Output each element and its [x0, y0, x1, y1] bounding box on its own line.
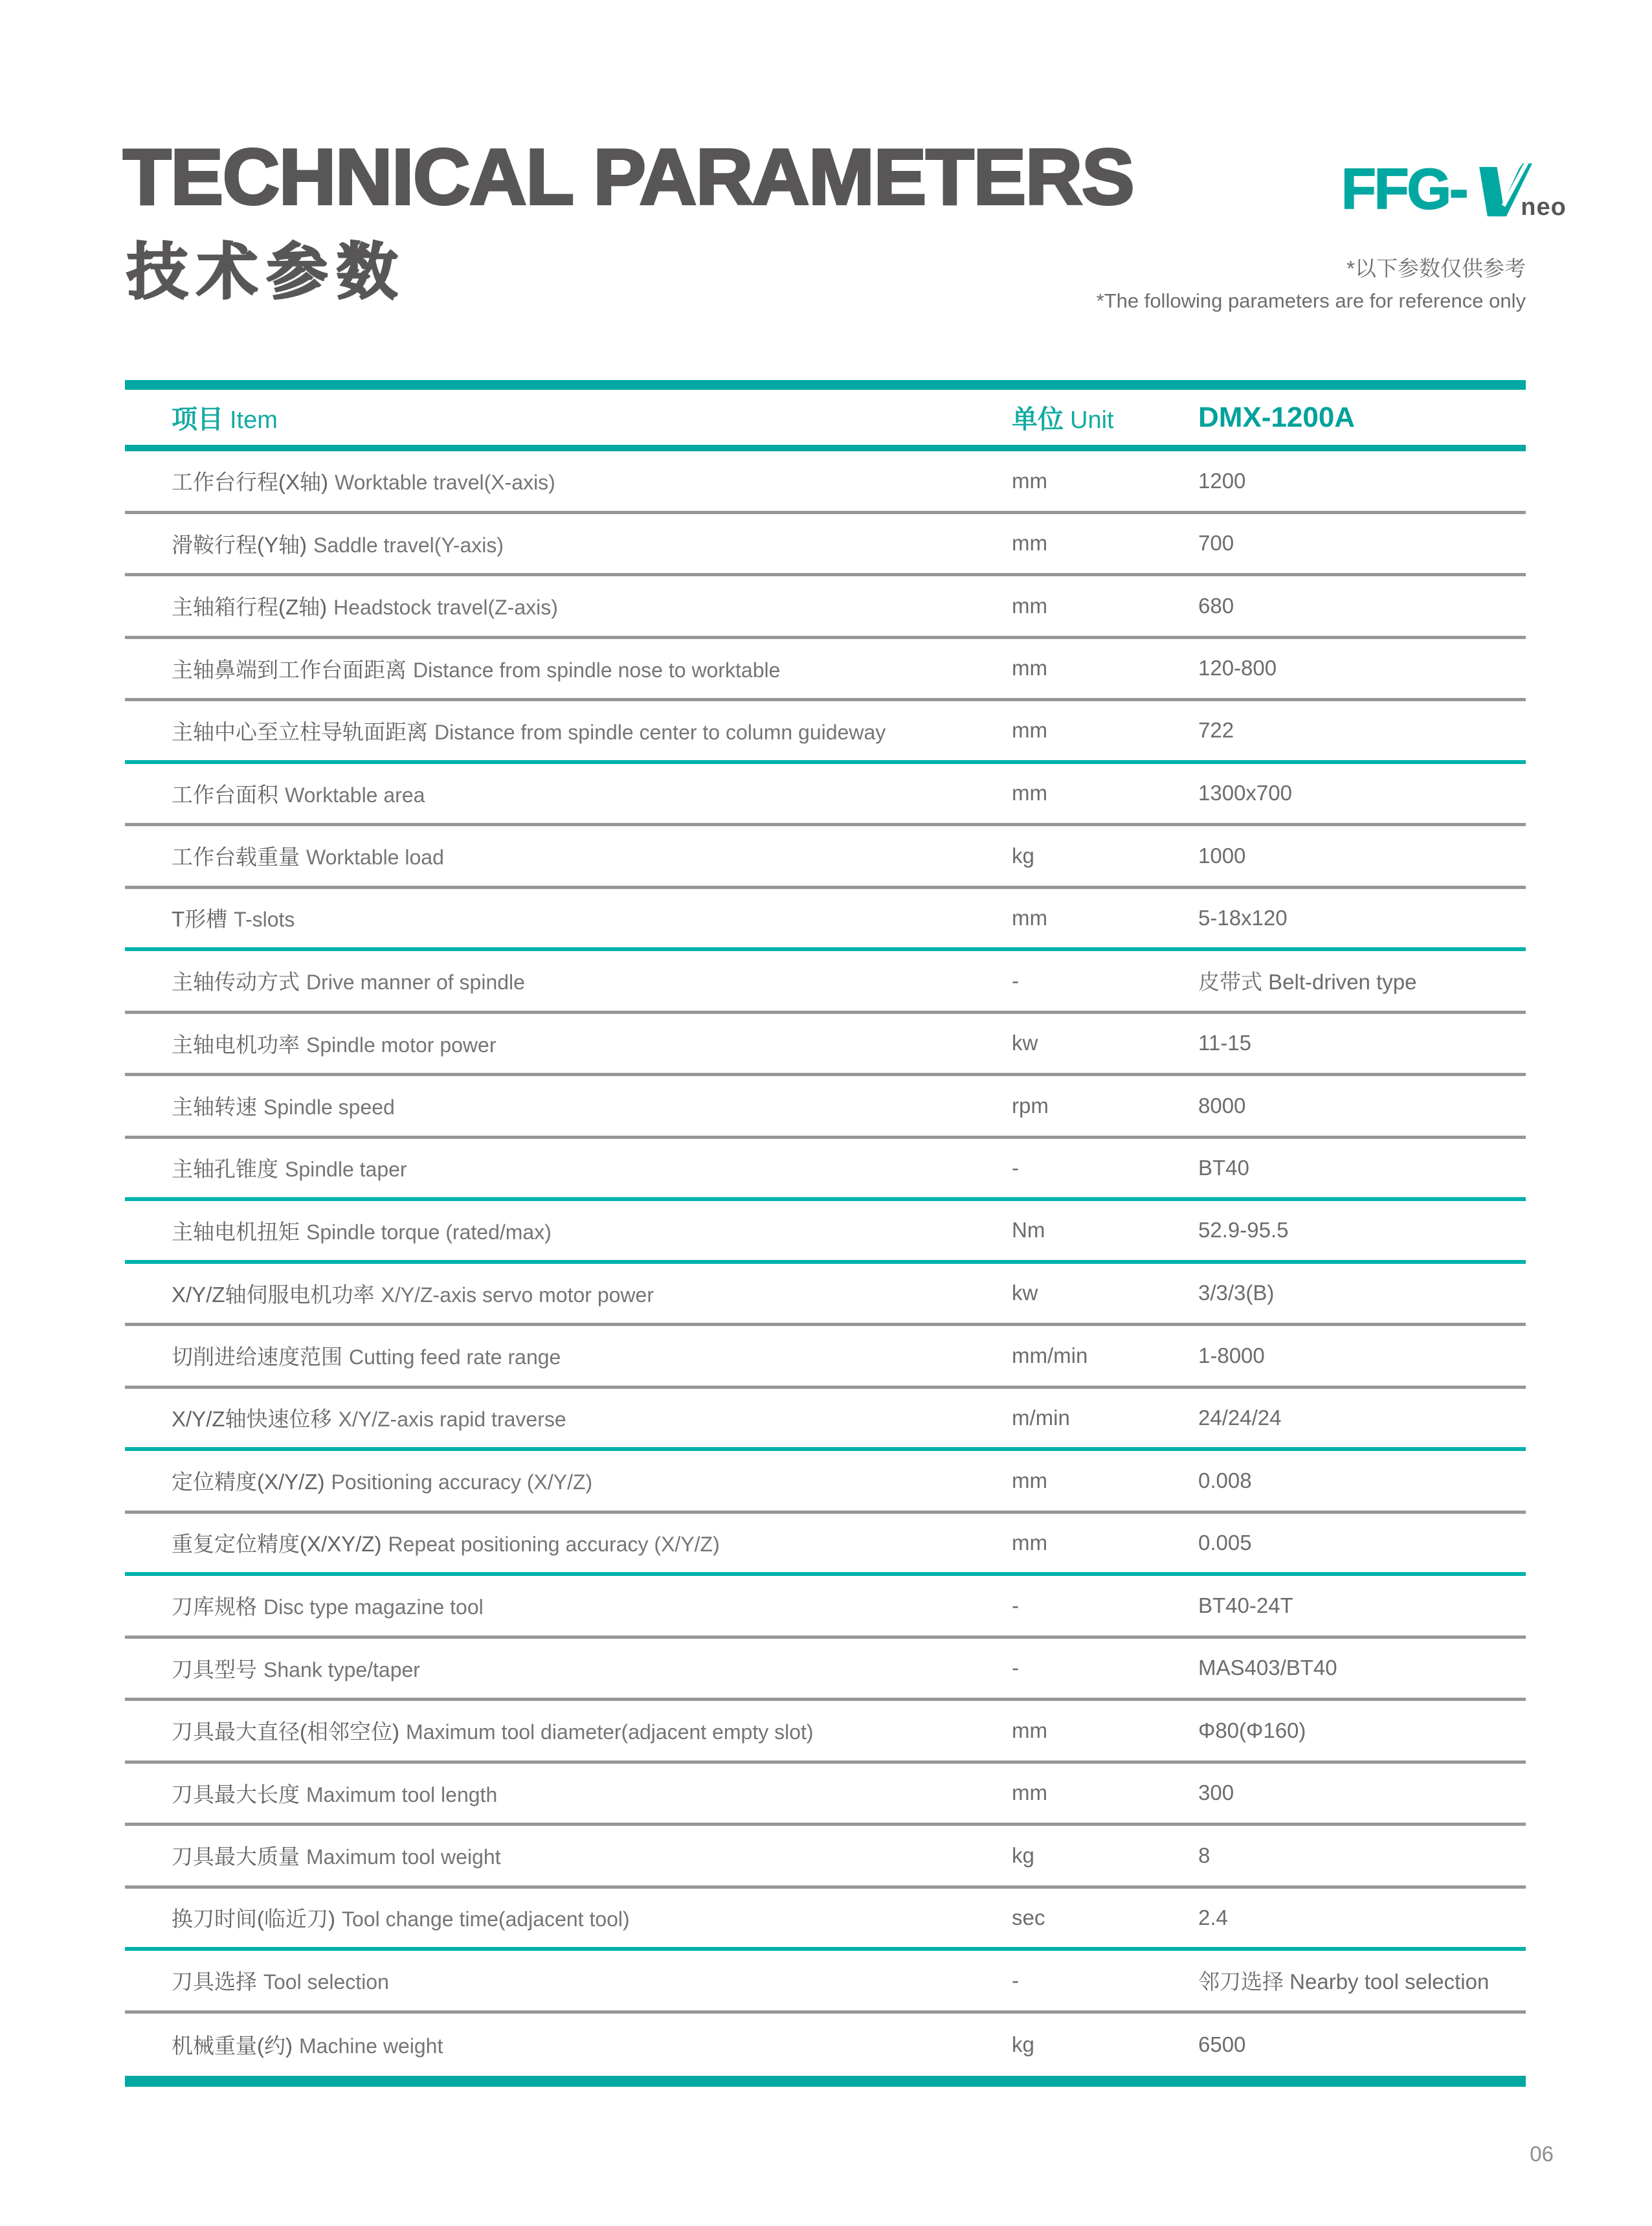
row-unit: mm [1012, 593, 1047, 618]
row-label-zh: 主轴传动方式 [172, 970, 300, 995]
row-item-label [125, 1340, 1012, 1371]
table-row [125, 1951, 1526, 2014]
row-value: 皮带式 Belt-driven type [1198, 970, 1417, 995]
row-unit: mm [1012, 1530, 1047, 1555]
header-model [1198, 401, 1526, 434]
row-item-label [125, 1653, 1012, 1683]
row-item-label [125, 715, 1012, 746]
table-row [125, 764, 1526, 827]
table-row [125, 1826, 1526, 1889]
row-item-label [125, 528, 1012, 559]
row-label-en: X/Y/Z-axis rapid traverse [338, 1408, 566, 1432]
row-value: 1200 [1198, 468, 1246, 493]
row-item-label [125, 1028, 1012, 1059]
row-unit: Nm [1012, 1218, 1045, 1242]
table-bottom-bar [125, 2076, 1526, 2087]
row-label-zh: 切削进给速度范围 [172, 1345, 342, 1369]
row-unit: sec [1012, 1905, 1045, 1929]
row-item-label [125, 653, 1012, 684]
row-value: 8 [1198, 1843, 1211, 1867]
row-unit: - [1012, 1155, 1019, 1180]
row-unit: kg [1012, 843, 1034, 868]
table-top-bar [125, 380, 1526, 390]
row-label-en: Worktable load [306, 846, 444, 870]
row-value: 8000 [1198, 1093, 1246, 1118]
reference-notes [1097, 258, 1526, 311]
table-row [125, 1889, 1526, 1951]
row-value: 120-800 [1198, 656, 1277, 680]
spec-table [125, 380, 1526, 2087]
row-item-label [125, 2029, 1012, 2060]
row-unit: mm [1012, 531, 1047, 556]
header-unit-zh: 单位 [1012, 405, 1064, 434]
row-item-label [125, 903, 1012, 933]
table-row [125, 451, 1526, 514]
row-value: 邻刀选择 Nearby tool selection [1198, 1970, 1490, 1994]
row-value: 0.008 [1198, 1468, 1252, 1492]
table-row [125, 1264, 1526, 1327]
row-value: 722 [1198, 718, 1234, 743]
row-label-zh: 刀具选择 [172, 1970, 257, 1994]
row-unit: mm [1012, 1781, 1047, 1805]
row-label-en: Disc type magazine tool [263, 1595, 484, 1619]
row-label-en: Machine weight [298, 2034, 443, 2058]
row-item-label [125, 590, 1012, 621]
row-label-zh: 重复定位精度(X/XY/Z) [172, 1532, 382, 1557]
row-label-en: Tool selection [263, 1970, 389, 1994]
table-row [125, 1514, 1526, 1577]
row-label-zh: 主轴转速 [172, 1095, 257, 1119]
row-label-en: Repeat positioning accuracy (X/Y/Z) [388, 1533, 720, 1557]
spec-rows [125, 451, 1526, 2076]
header-unit [1012, 399, 1198, 436]
row-value: 1000 [1198, 843, 1246, 868]
row-unit: mm [1012, 468, 1047, 493]
table-row [125, 826, 1526, 889]
table-row [125, 1014, 1526, 1077]
table-header-underline [125, 445, 1526, 451]
row-item-label [125, 1965, 1012, 1996]
page-title-zh: 技术参数 [127, 238, 407, 306]
header-item-zh: 项目 [172, 405, 223, 434]
row-label-en: Headstock travel(Z-axis) [333, 596, 558, 620]
page-number: 06 [1530, 2142, 1554, 2166]
row-value: 1300x700 [1198, 781, 1292, 805]
row-value: 5-18x120 [1198, 905, 1288, 930]
row-value: 11-15 [1198, 1031, 1251, 1055]
table-row [125, 889, 1526, 952]
row-label-zh: T形槽 [172, 907, 228, 932]
row-label-en: Spindle taper [285, 1158, 407, 1182]
model-name: DMX-1200A [1198, 401, 1356, 433]
row-label-en: Cutting feed rate range [349, 1345, 561, 1369]
table-row [125, 514, 1526, 577]
row-label-zh: 滑鞍行程(Y轴) [172, 532, 307, 557]
row-label-en: Maximum tool weight [306, 1845, 501, 1869]
row-unit: mm [1012, 781, 1047, 805]
row-label-zh: 刀具最大长度 [172, 1782, 300, 1806]
row-unit: mm [1012, 1718, 1047, 1742]
row-label-zh: 主轴电机功率 [172, 1032, 300, 1057]
row-value: 52.9-95.5 [1198, 1218, 1289, 1242]
row-label-en: X/Y/Z-axis servo motor power [381, 1283, 654, 1307]
page-title: TECHNICAL PARAMETERS [123, 133, 1134, 221]
row-item-label [125, 1715, 1012, 1746]
row-value: 300 [1198, 1781, 1234, 1805]
row-label-zh: 主轴孔锥度 [172, 1157, 278, 1182]
row-item-label [125, 1090, 1012, 1121]
row-label-zh: 主轴电机扭矩 [172, 1219, 300, 1244]
row-label-zh: 工作台行程(X轴) [172, 470, 328, 495]
row-unit: - [1012, 1656, 1019, 1680]
row-label-en: Worktable travel(X-axis) [335, 471, 555, 495]
row-item-label [125, 466, 1012, 496]
row-label-en: Maximum tool diameter(adjacent empty slot) [405, 1720, 814, 1744]
row-item-label [125, 1902, 1012, 1933]
header-unit-en: Unit [1070, 407, 1114, 434]
row-label-en: Maximum tool length [306, 1782, 498, 1806]
header-item-en: Item [230, 407, 278, 434]
row-label-zh: 主轴箱行程(Z轴) [172, 595, 328, 620]
table-row [125, 701, 1526, 764]
row-label-zh: 换刀时间(临近刀) [172, 1907, 335, 1931]
row-label-zh: 定位精度(X/Y/Z) [172, 1470, 325, 1494]
row-label-en: Spindle motor power [306, 1033, 497, 1057]
row-unit: - [1012, 1593, 1019, 1617]
row-value: 0.005 [1198, 1530, 1252, 1555]
row-unit: - [1012, 1968, 1019, 1992]
row-unit: mm/min [1012, 1343, 1088, 1367]
row-label-zh: 刀具最大质量 [172, 1845, 300, 1869]
row-unit: rpm [1012, 1093, 1049, 1118]
row-value: 2.4 [1198, 1905, 1228, 1929]
row-label-zh: 机械重量(约) [172, 2034, 293, 2058]
table-row [125, 1076, 1526, 1139]
row-label-en: Spindle torque (rated/max) [306, 1220, 552, 1244]
table-row [125, 1701, 1526, 1764]
row-label-zh: 主轴中心至立柱导轨面距离 [172, 719, 428, 744]
row-label-en: Drive manner of spindle [306, 971, 525, 995]
row-label-en: Positioning accuracy (X/Y/Z) [331, 1470, 593, 1494]
table-row [125, 1389, 1526, 1452]
table-row [125, 1326, 1526, 1389]
table-row [125, 1576, 1526, 1639]
row-label-en: Shank type/taper [263, 1658, 420, 1681]
row-unit: mm [1012, 718, 1047, 743]
table-row [125, 2014, 1526, 2076]
row-value: 680 [1198, 593, 1234, 618]
table-row [125, 1639, 1526, 1702]
table-row [125, 1764, 1526, 1827]
row-item-label [125, 965, 1012, 996]
row-item-label [125, 840, 1012, 871]
row-label-zh: 刀库规格 [172, 1595, 257, 1619]
table-header-row [125, 390, 1526, 445]
row-value: 3/3/3(B) [1198, 1281, 1275, 1305]
row-value: 1-8000 [1198, 1343, 1265, 1367]
row-label-en: Spindle speed [263, 1096, 395, 1119]
row-value: BT40-24T [1198, 1593, 1293, 1617]
brand-logo [1341, 157, 1567, 221]
table-row [125, 1139, 1526, 1202]
row-label-en: Tool change time(adjacent tool) [341, 1907, 630, 1931]
row-unit: mm [1012, 656, 1047, 680]
row-label-zh: 刀具型号 [172, 1657, 257, 1681]
row-label-en: Worktable area [285, 783, 425, 807]
row-value: 700 [1198, 531, 1234, 556]
row-item-label [125, 1590, 1012, 1621]
row-label-en: Distance from spindle nose to worktable [413, 658, 781, 682]
row-label-zh: 主轴鼻端到工作台面距离 [172, 657, 407, 682]
table-row [125, 951, 1526, 1014]
header-item [125, 399, 1012, 436]
row-value: 6500 [1198, 2032, 1246, 2056]
row-item-label [125, 1215, 1012, 1246]
row-unit: kg [1012, 1843, 1034, 1867]
row-unit: kg [1012, 2032, 1034, 2056]
row-unit: kw [1012, 1281, 1038, 1305]
logo-sub-text: neo [1521, 194, 1567, 221]
table-row [125, 1201, 1526, 1264]
row-label-zh: 工作台载重量 [172, 845, 300, 870]
row-item-label [125, 1778, 1012, 1808]
row-unit: m/min [1012, 1405, 1070, 1430]
row-unit: - [1012, 968, 1019, 993]
row-item-label [125, 1402, 1012, 1433]
row-label-zh: 刀具最大直径(相邻空位) [172, 1720, 399, 1744]
note-zh: *以下参数仅供参考 [1346, 256, 1526, 280]
row-label-zh: X/Y/Z轴伺服电机功率 [172, 1282, 375, 1307]
row-label-zh: X/Y/Z轴快速位移 [172, 1407, 332, 1432]
row-label-zh: 工作台面积 [172, 782, 278, 807]
row-value: Φ80(Φ160) [1198, 1718, 1306, 1742]
table-row [125, 1451, 1526, 1514]
row-value: BT40 [1198, 1155, 1249, 1180]
row-unit: mm [1012, 905, 1047, 930]
row-value: MAS403/BT40 [1198, 1656, 1337, 1680]
row-item-label [125, 1152, 1012, 1183]
note-en: *The following parameters are for reference only [1096, 289, 1526, 312]
row-label-en: T-slots [234, 908, 295, 932]
table-row [125, 639, 1526, 702]
row-item-label [125, 1465, 1012, 1496]
row-item-label [125, 1527, 1012, 1558]
row-item-label [125, 1278, 1012, 1309]
row-item-label [125, 778, 1012, 809]
row-item-label [125, 1840, 1012, 1871]
table-row [125, 576, 1526, 639]
row-value: 24/24/24 [1198, 1405, 1282, 1430]
logo-text: FFG- [1341, 157, 1467, 221]
row-unit: mm [1012, 1468, 1047, 1492]
row-unit: kw [1012, 1031, 1038, 1055]
row-label-en: Distance from spindle center to column guideway [434, 720, 886, 744]
row-label-en: Saddle travel(Y-axis) [313, 533, 504, 557]
